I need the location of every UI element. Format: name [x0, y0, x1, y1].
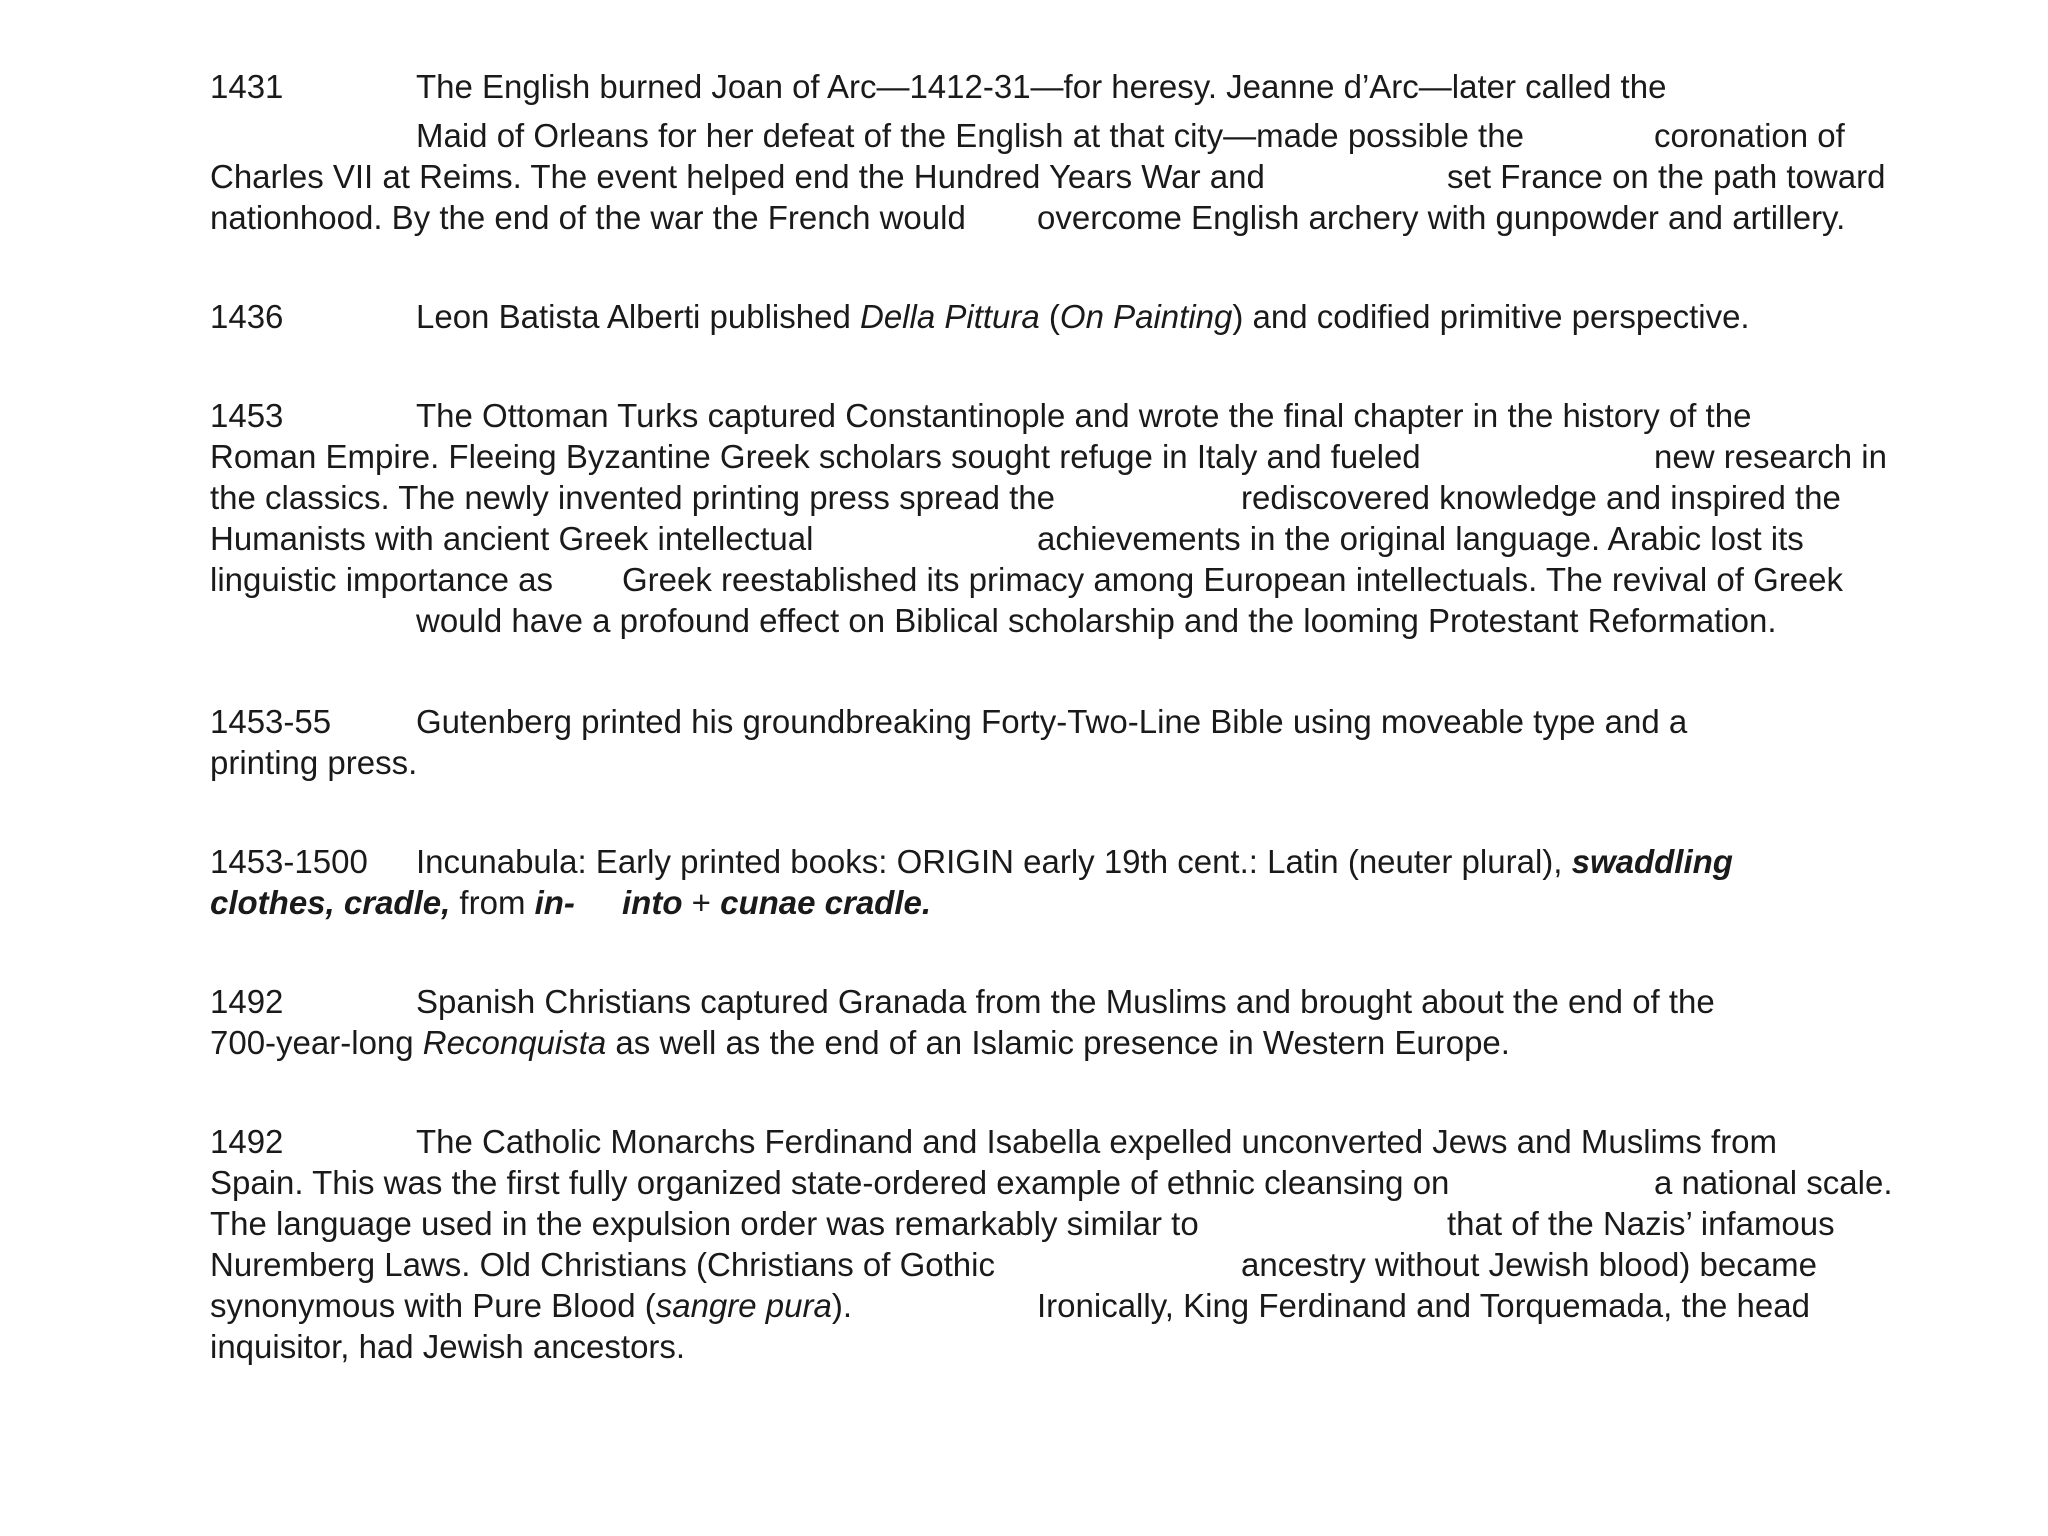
entry-text-line: overcome English archery with gunpowder and artillery.	[1037, 199, 1846, 236]
entry-text: Leon Batista Alberti published	[416, 298, 860, 335]
entry-text: ).	[831, 1287, 853, 1324]
term-italic: Reconquista	[422, 1024, 607, 1061]
entry-text-line: Ironically, King Ferdinand and Torquemada, the head	[1037, 1287, 1810, 1324]
definition-bold-italic: swaddling	[1571, 843, 1733, 880]
book-title-italic: Della Pittura	[859, 298, 1040, 335]
entry-text-line: Humanists with ancient Greek intellectual	[210, 520, 814, 557]
entry-text: ) and codified primitive perspective.	[1232, 298, 1750, 335]
entry-text-line: The English burned Joan of Arc—1412-31—for heresy. Jeanne d’Arc—later called the	[416, 68, 1667, 105]
entry-text-line: coronation of	[1654, 117, 1845, 154]
definition-bold-italic: clothes, cradle,	[210, 884, 451, 921]
entry-year: 1453-1500	[210, 843, 368, 880]
entry-text-line: Charles VII at Reims. The event helped end the Hundred Years War and	[210, 158, 1265, 195]
entry-text-line: Nuremberg Laws. Old Christians (Christians of Gothic	[210, 1246, 995, 1283]
entry-text-line: The Catholic Monarchs Ferdinand and Isabella expelled unconverted Jews and Muslims from	[416, 1123, 1778, 1160]
entry-text: from	[450, 884, 535, 921]
entry-text-line: a national scale.	[1654, 1164, 1893, 1201]
entry-text-line: would have a profound effect on Biblical scholarship and the looming Protestant Reformation.	[416, 602, 1777, 639]
entry-text-line: The language used in the expulsion order was remarkably similar to	[210, 1205, 1199, 1242]
entry-text-line: Spain. This was the first fully organized state-ordered example of ethnic cleansing on	[210, 1164, 1450, 1201]
entry-text-line: printing press.	[210, 744, 418, 781]
entry-text-line: new research in	[1654, 438, 1887, 475]
entry-text: +	[682, 884, 721, 921]
entry-text: as well as the end of an Islamic presence in Western Europe.	[606, 1024, 1510, 1061]
entry-text-line: Maid of Orleans for her defeat of the English at that city—made possible the	[416, 117, 1524, 154]
entry-year: 1492	[210, 1123, 284, 1160]
etymology-bold-italic: cunae cradle.	[720, 884, 932, 921]
book-title-translation-italic: On Painting	[1059, 298, 1233, 335]
term-italic: sangre pura	[655, 1287, 832, 1324]
entry-text-line: rediscovered knowledge and inspired the	[1241, 479, 1841, 516]
entry-text-line: the classics. The newly invented printing press spread the	[210, 479, 1056, 516]
entry-text-line: Gutenberg printed his groundbreaking Forty-Two-Line Bible using moveable type and a	[416, 703, 1688, 740]
entry-text-line: inquisitor, had Jewish ancestors.	[210, 1328, 686, 1365]
entry-text-line	[416, 296, 1750, 337]
etymology-bold-italic: in-	[534, 884, 575, 921]
entry-text-line	[416, 841, 1733, 882]
entry-text: synonymous with Pure Blood (	[210, 1287, 656, 1324]
entry-text-line	[210, 1285, 852, 1326]
entry-year: 1436	[210, 298, 284, 335]
entry-year: 1453-55	[210, 703, 332, 740]
entry-text-line: set France on the path toward	[1447, 158, 1886, 195]
entry-text-line: Greek reestablished its primacy among European intellectuals. The revival of Greek	[622, 561, 1843, 598]
entry-text: 700-year-long	[210, 1024, 423, 1061]
entry-year: 1453	[210, 397, 284, 434]
entry-text-line	[210, 1022, 1510, 1063]
entry-text: (	[1039, 298, 1060, 335]
entry-text-line: Roman Empire. Fleeing Byzantine Greek scholars sought refuge in Italy and fueled	[210, 438, 1421, 475]
entry-text-line: linguistic importance as	[210, 561, 553, 598]
entry-text-line: ancestry without Jewish blood) became	[1241, 1246, 1817, 1283]
entry-text-line	[622, 882, 931, 923]
entry-year: 1492	[210, 983, 284, 1020]
entry-year: 1431	[210, 68, 284, 105]
etymology-bold-italic: into	[622, 884, 683, 921]
entry-text-line: Spanish Christians captured Granada from the Muslims and brought about the end of the	[416, 983, 1715, 1020]
entry-text-line: achievements in the original language. Arabic lost its	[1037, 520, 1804, 557]
entry-text-line: The Ottoman Turks captured Constantinople and wrote the final chapter in the history of the	[416, 397, 1752, 434]
entry-text-line	[210, 882, 575, 923]
entry-text-line: that of the Nazis’ infamous	[1447, 1205, 1835, 1242]
entry-text-line: nationhood. By the end of the war the French would	[210, 199, 966, 236]
entry-text: Incunabula: Early printed books: ORIGIN early 19th cent.: Latin (neuter plural),	[416, 843, 1572, 880]
